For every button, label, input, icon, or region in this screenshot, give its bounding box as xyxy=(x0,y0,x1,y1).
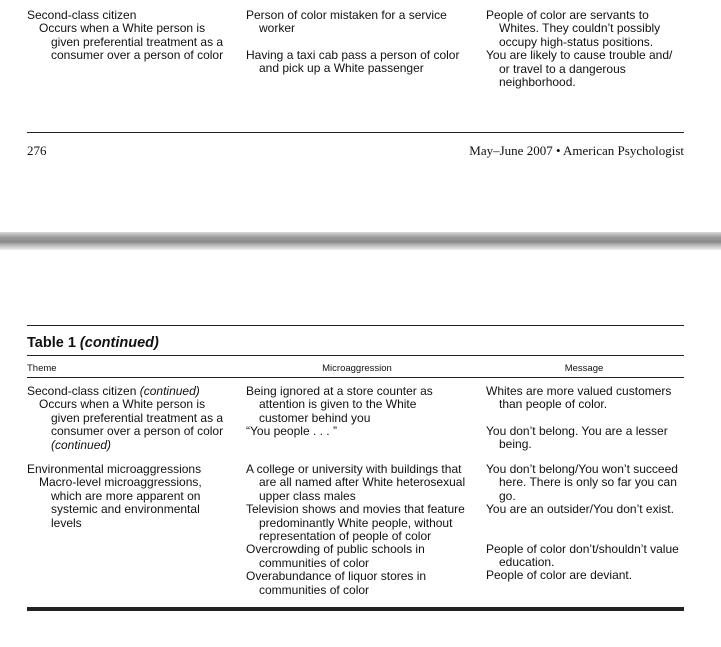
message-item: You are an outsider/You don’t exist. xyxy=(486,502,674,517)
message-item: People of color don’t/shouldn’t value education. xyxy=(486,541,679,570)
top-col-theme xyxy=(27,9,232,63)
row2-messages xyxy=(486,463,682,583)
row1-theme: Second-class citizen (continued) xyxy=(27,384,200,398)
top-micro-item: Person of color mistaken for a service worker xyxy=(246,8,447,36)
row2-theme: Environmental microaggressions xyxy=(27,462,202,476)
column-header-message: Message xyxy=(564,363,604,374)
row2-theme-description: Macro-level microaggressions, which are more apparent on systemic and environmental levels xyxy=(39,475,202,530)
table-title xyxy=(27,335,159,351)
journal-running-footer: May–June 2007 • American Psychologist xyxy=(469,143,684,158)
message-item: You don’t belong/You won’t succeed here. There is only so far you can go. xyxy=(486,462,678,503)
micro-item: “You people . . . ” xyxy=(246,424,337,439)
micro-item: Television shows and movies that feature predominantly White people, without representation of people of color xyxy=(246,502,465,544)
page-number: 276 xyxy=(27,143,47,158)
row1-theme-description: Occurs when a White person is given preferential treatment as a consumer over a person of color (continued) xyxy=(39,397,224,452)
message-item: You don’t belong. You are a lesser being. xyxy=(486,423,668,452)
message-item: People of color are deviant. xyxy=(486,568,633,583)
table-bottom-rule xyxy=(27,607,684,611)
top-col-message xyxy=(486,9,682,89)
row1-microaggressions xyxy=(246,385,468,439)
top-theme-label: Second-class citizen xyxy=(27,8,137,22)
row2-microaggressions xyxy=(246,463,468,597)
table-title-label: Table 1 xyxy=(27,335,76,351)
page-break-gutter xyxy=(0,232,721,250)
top-micro-item: Having a taxi cab pass a person of color and pick up a White passenger xyxy=(246,47,460,76)
table-row xyxy=(27,385,232,452)
micro-item: Overcrowding of public schools in communities of color xyxy=(246,542,425,570)
top-message-item: People of color are servants to Whites. They couldn’t possibly occupy high-status positions. xyxy=(486,8,661,49)
micro-item: Overabundance of liquor stores in communities of color xyxy=(246,569,427,597)
row1-messages xyxy=(486,385,682,452)
micro-item: Being ignored at a store counter as attention is given to the White customer behind you xyxy=(246,384,433,425)
footer-rule xyxy=(27,132,684,133)
table-top-rule xyxy=(27,325,684,326)
micro-item: A college or university with buildings that are all named after White heterosexual upper class males xyxy=(246,462,466,503)
table-row xyxy=(27,463,232,530)
top-theme-description: Occurs when a White person is given preferential treatment as a consumer over a person of color xyxy=(39,21,224,63)
message-item: Whites are more valued customers than people of color. xyxy=(486,384,672,412)
table-header-top-rule xyxy=(27,355,684,356)
column-header-microaggression: Microaggression xyxy=(322,363,392,374)
column-header-theme: Theme xyxy=(27,363,57,374)
top-message-item: You are likely to cause trouble and/ or travel to a dangerous neighborhood. xyxy=(486,48,673,90)
table-header-bottom-rule xyxy=(27,377,684,378)
top-col-microaggression xyxy=(246,9,468,76)
table-title-continued: (continued) xyxy=(79,335,159,351)
